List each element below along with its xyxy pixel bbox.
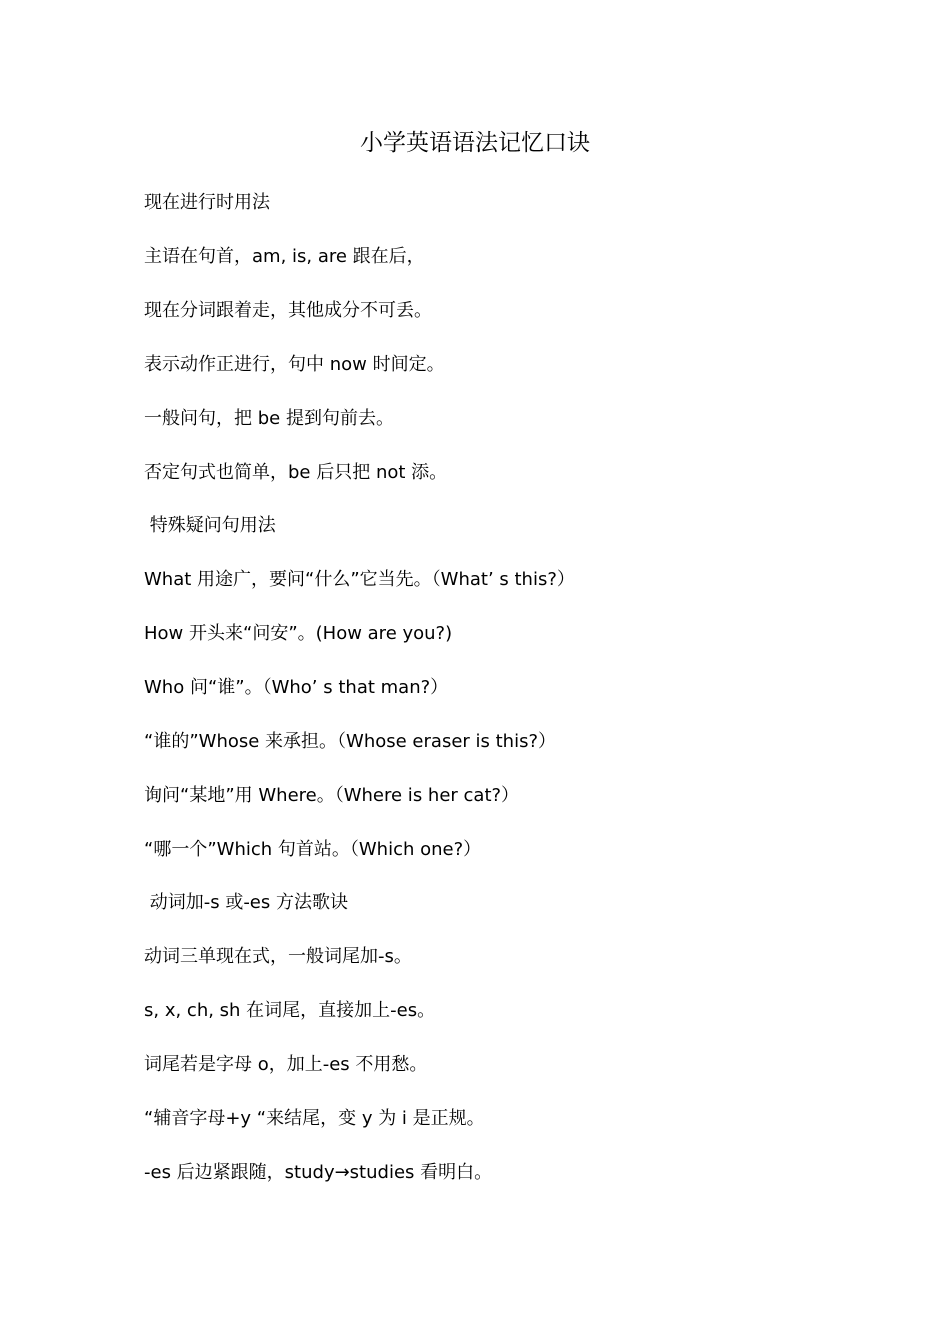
section-heading-wh-questions: 特殊疑问句用法 — [144, 515, 276, 536]
text-line: -es 后边紧跟随，study→studies 看明白。 — [144, 1162, 493, 1183]
text-line: 动词三单现在式，一般词尾加-s。 — [144, 946, 412, 967]
text-line: s, x, ch, sh 在词尾，直接加上-es。 — [144, 1000, 436, 1021]
text-line: 否定句式也简单，be 后只把 not 添。 — [144, 462, 448, 483]
section-heading-present-continuous: 现在进行时用法 — [144, 192, 270, 213]
text-line: 一般问句，把 be 提到句前去。 — [144, 408, 394, 429]
text-line: 主语在句首，am, is, are 跟在后， — [144, 246, 425, 267]
text-line: “辅音字母+y “来结尾，变 y 为 i 是正规。 — [144, 1108, 485, 1129]
text-line: What 用途广，要问“什么”它当先。（What’ s this?） — [144, 569, 575, 590]
section-heading-verb-s-es: 动词加-s 或-es 方法歌诀 — [144, 892, 348, 913]
text-line: How 开头来“问安”。(How are you?) — [144, 623, 453, 644]
document-title: 小学英语语法记忆口诀 — [360, 130, 590, 156]
text-line: “哪一个”Which 句首站。（Which one?） — [144, 839, 482, 860]
text-line: Who 问“谁”。（Who’ s that man?） — [144, 677, 449, 698]
text-line: 词尾若是字母 o，加上-es 不用愁。 — [144, 1054, 428, 1075]
text-line: “谁的”Whose 来承担。（Whose eraser is this?） — [144, 731, 557, 752]
text-line: 询问“某地”用 Where。（Where is her cat?） — [144, 785, 520, 806]
text-line: 表示动作正进行，句中 now 时间定。 — [144, 354, 445, 375]
text-line: 现在分词跟着走，其他成分不可丢。 — [144, 300, 432, 321]
